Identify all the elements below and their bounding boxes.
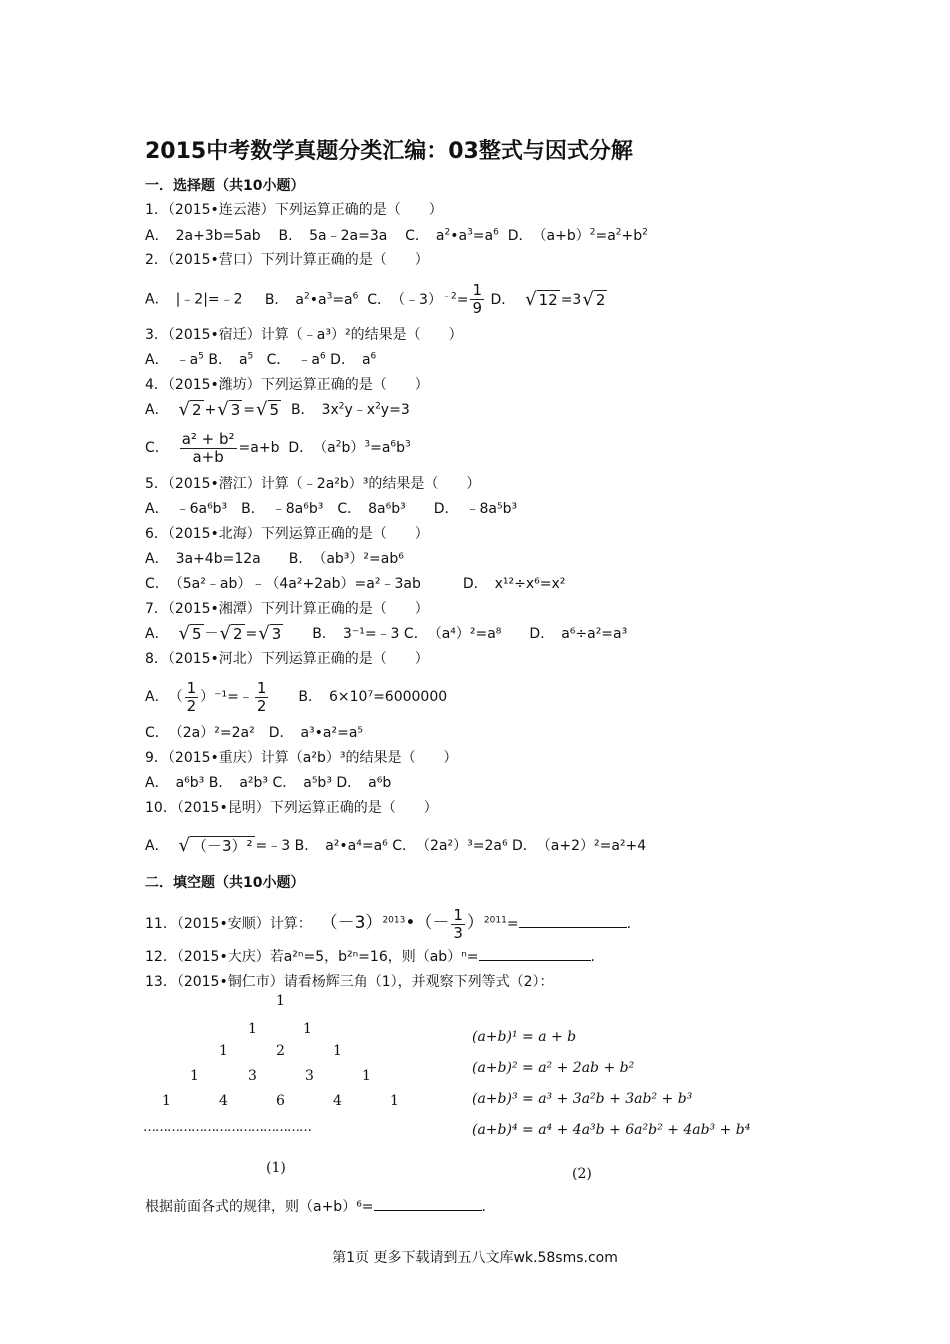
answer-blank-13[interactable] (374, 1196, 482, 1211)
q1-option-a: A． 2a+3b=5ab (145, 228, 261, 244)
triangle-number: 1 (362, 1068, 371, 1084)
q1-option-d: D． $(a+b)^2=a^2+b^2$ (507, 227, 648, 244)
question-7-options: A． √ 5 － √ 2 = √ 3 B． 3⁻¹=﹣3 C． （a⁴）²=a⁸ D． a⁶÷a²=a³ (145, 623, 628, 644)
page-footer: 第1页 更多下载请到五八文库wk.58sms.com (332, 1250, 618, 1266)
question-9: 9．（2015•重庆）计算（a²b）³的结果是（ ） (145, 750, 458, 766)
triangle-number: 2 (276, 1043, 285, 1059)
question-4: 4．（2015•潍坊）下列运算正确的是（ ） (145, 377, 429, 393)
triangle-number: 1 (276, 993, 285, 1009)
triangle-number: 1 (219, 1043, 228, 1059)
equation-line: (a+b)² = a² + 2ab + b² (472, 1060, 635, 1076)
equation-line: (a+b)³ = a³ + 3a²b + 3ab² + b³ (472, 1091, 693, 1107)
question-1: 1．（2015•连云港）下列运算正确的是（ ） (145, 202, 443, 218)
question-8: 8．（2015•河北）下列运算正确的是（ ） (145, 651, 429, 667)
triangle-number: 1 (190, 1068, 199, 1084)
equation-line: (a+b)¹ = a + b (472, 1029, 577, 1045)
question-8-options-cd: C． （2a）²=2a² D． a³•a²=a⁵ (145, 725, 364, 741)
question-13: 13．（2015•铜仁市）请看杨辉三角（1），并观察下列等式（2）： (145, 974, 554, 990)
question-4-options-ab: A． √ 2 + √ 3 = √ 5 B． $3x^2y﹣x^2y=3$ (145, 399, 410, 420)
q3-option-c: C． ﹣a (266, 352, 320, 368)
q1-option-b: B． 5a﹣2a=3a (278, 228, 388, 244)
section-heading-fill: 二．填空题（共10小题） (145, 875, 305, 891)
triangle-number: 1 (333, 1043, 342, 1059)
figure-label-2: (2) (572, 1166, 592, 1182)
q3-option-b: B． a (208, 352, 248, 368)
triangle-number: 1 (162, 1093, 171, 1109)
q2-option-a: A． |﹣2|=﹣2 (145, 291, 243, 308)
page-title: 2015中考数学真题分类汇编：03整式与因式分解 (145, 139, 633, 164)
triangle-number: 4 (219, 1093, 228, 1109)
triangle-dotted-line: …………………………………… (143, 1120, 311, 1135)
q2-option-c: C． （﹣3）$^{﹣2}$= $\frac{1}{9}$ (367, 281, 482, 317)
question-6: 6．（2015•北海）下列运算正确的是（ ） (145, 526, 429, 542)
answer-blank-11[interactable] (519, 913, 627, 928)
question-10-options: A． √ （－3）² =﹣3 B． a²•a⁴=a⁶ C． （2a²）³=2a⁶ D． （a+2）²=a²+4 (145, 835, 647, 856)
question-12: 12．（2015•大庆）若a²ⁿ=5，b²ⁿ=16，则（ab）ⁿ= . (145, 946, 595, 967)
question-2: 2．（2015•营口）下列计算正确的是（ ） (145, 252, 429, 268)
equation-line: (a+b)⁴ = a⁴ + 4a³b + 6a²b² + 4ab³ + b⁴ (472, 1122, 751, 1138)
question-13-prompt: 根据前面各式的规律，则（a+b）⁶= . (145, 1196, 486, 1217)
question-6-options-ab: A． 3a+4b=12a B． （ab³）²=ab⁶ (145, 551, 404, 567)
section-heading-choice: 一．选择题（共10小题） (145, 178, 305, 194)
triangle-number: 1 (303, 1021, 312, 1037)
q3-option-d: D． a (330, 352, 371, 368)
question-6-options-cd: C． （5a²﹣ab）﹣（4a²+2ab）=a²﹣3ab D． x¹²÷x⁶=x² (145, 576, 566, 592)
q2-option-b: B． $a^2•a^3=a^6$ (264, 290, 359, 308)
triangle-number: 4 (333, 1093, 342, 1109)
question-3: 3．（2015•宿迁）计算（﹣a³）²的结果是（ ） (145, 327, 463, 343)
question-5-options: A． ﹣6a⁶b³ B． ﹣8a⁶b³ C． 8a⁶b³ D． ﹣8a⁵b³ (145, 501, 518, 517)
question-9-options: A． a⁶b³ B． a²b³ C． a⁵b³ D． a⁶b (145, 775, 392, 791)
question-7: 7．（2015•湘潭）下列计算正确的是（ ） (145, 601, 429, 617)
triangle-number: 1 (248, 1021, 257, 1037)
binomial-equations-figure (472, 1025, 750, 1149)
triangle-number: 3 (248, 1068, 257, 1084)
figure-label-1: (1) (266, 1160, 286, 1176)
q1-option-c: C． $a^2•a^3=a^6$ (405, 227, 499, 244)
question-4-options-cd: C． $\frac{\text{a² + b²}}{a+b}$ =a+b D． $(a^2b)^3=a^6b^3$ (145, 429, 411, 466)
triangle-number: 1 (390, 1093, 399, 1109)
question-10: 10．（2015•昆明）下列运算正确的是（ ） (145, 800, 438, 816)
question-1-options (145, 226, 648, 246)
triangle-number: 3 (305, 1068, 314, 1084)
q2-option-d: D． √ 12 =3 √ 2 (490, 288, 606, 310)
question-11: 11．（2015•安顺）计算： $(-3)^{2013}•(-$ $\frac{1}{3}$ ）$^{2011}$= . (145, 905, 632, 942)
answer-blank-12[interactable] (479, 946, 591, 961)
question-5: 5．（2015•潜江）计算（﹣2a²b）³的结果是（ ） (145, 476, 481, 492)
q3-option-a: A． ﹣a (145, 352, 199, 368)
question-2-options (145, 282, 608, 317)
question-8-options-ab: A． （ $\frac{1}{2}$ ）⁻¹=﹣ $\frac{1}{2}$ B． 6×10⁷=6000000 (145, 678, 448, 715)
triangle-number: 6 (276, 1093, 285, 1109)
question-3-options: A． $﹣a^5$ B． $a^5$ C． $﹣a^6$ D． $a^6$ (145, 351, 377, 368)
